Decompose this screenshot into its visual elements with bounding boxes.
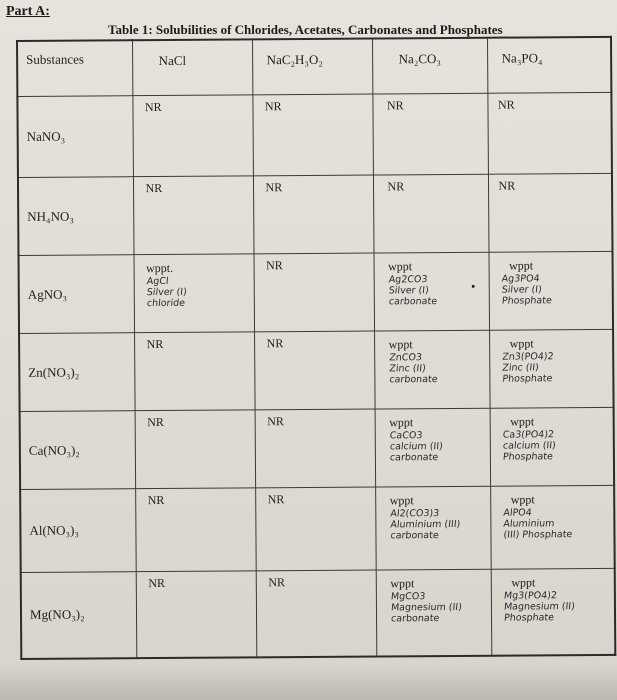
column-header-substances [17,40,132,96]
no-reaction-label: NR [498,178,516,193]
table-row [18,174,613,256]
result-cell [376,569,492,657]
result-cell [255,487,376,570]
no-reaction-label: NR [387,179,405,194]
no-reaction-label: NR [147,493,165,508]
handwritten-note: (III) Phosphate [502,529,573,542]
handwritten-note: Silver (I) [387,285,429,297]
solubility-table-wrapper [16,36,614,660]
no-reaction-label: NR [267,492,285,507]
result-cell [373,253,489,332]
handwritten-note: AgCl [145,276,169,288]
result-cell [135,410,256,489]
header-row [17,37,611,97]
precipitate-label: wppt [388,337,413,352]
handwritten-note: Phosphate [501,451,553,463]
part-heading: Part A: [6,4,50,19]
no-reaction-label: NR [268,574,286,590]
column-header-label: NaCl [158,52,187,69]
table-body [17,92,615,659]
result-cell [490,486,615,569]
handwritten-note: carbonate [387,296,438,308]
result-cell [372,93,488,175]
no-reaction-label: NR [144,99,162,115]
result-cell [373,174,489,253]
handwritten-note: carbonate [390,612,440,625]
column-header-sodium-acetate [252,39,372,95]
handwritten-note: Silver (I) [500,284,542,296]
no-reaction-label: NR [497,97,515,112]
page-edge-shadow [0,664,617,700]
table-row [20,486,615,573]
result-cell [375,409,491,488]
handwritten-note: Magnesium (II) [502,600,575,613]
handwritten-note: carbonate [388,374,438,386]
substance-cell: Mg(NO₃)₂ [21,571,137,659]
precipitate-label: wppt [389,415,414,430]
handwritten-note: Aluminium (III) [389,519,461,531]
handwritten-note: Silver (I) [145,287,187,299]
stray-dot-mark [471,285,474,288]
result-cell [135,488,256,571]
handwritten-note: Ag2CO3 [387,274,428,286]
handwritten-note: Magnesium (II) [389,601,462,614]
table-row [20,408,615,490]
handwritten-note: carbonate [388,452,439,464]
precipitate-label: wppt [388,259,413,274]
handwritten-note: Ca3(PO4)2 [501,429,555,441]
handwritten-note: chloride [145,298,186,310]
handwritten-note: carbonate [389,530,439,542]
result-cell [490,408,615,487]
result-cell [136,571,257,659]
handwritten-note: ZnCO3 [388,352,422,364]
column-header-label: Substances [26,51,84,67]
handwritten-note: Phosphate [503,612,555,624]
handwritten-note: Ag3PO4 [500,273,540,285]
result-cell [253,175,374,254]
result-cell [132,95,253,177]
no-reaction-label: NR [146,337,164,352]
result-cell [252,94,373,176]
handwritten-note: MgCO3 [389,590,426,603]
table-row [19,252,614,334]
handwritten-note: Al2(CO3)3 [389,508,440,520]
column-header-label: Na₃PO₄ [501,50,543,66]
handwritten-note: Phosphate [500,295,552,307]
substance-cell: Al(NO₃)₃ [20,489,136,572]
result-cell [254,331,375,410]
handwritten-note: CaCO3 [388,430,423,442]
precipitate-label: wppt [509,336,534,351]
result-cell [133,176,254,255]
column-header-nacl [132,39,252,95]
result-cell [375,487,491,570]
column-header-label: NaC₂H₃O₂ [266,51,323,68]
precipitate-label: wppt [510,414,535,429]
column-header-sodium-carbonate [372,38,487,94]
column-header-label: Na₂CO₃ [398,51,441,67]
handwritten-note: Aluminium [502,518,555,531]
result-cell [488,252,613,331]
no-reaction-label: NR [148,575,166,590]
solubility-table [16,36,616,660]
handwritten-note: AlPO4 [502,507,532,520]
handwritten-note: Zinc (II) [501,362,539,374]
result-cell [489,330,614,409]
precipitate-label: wppt [389,493,414,508]
handwritten-note: calcium (II) [501,440,556,452]
result-cell [255,409,376,488]
handwritten-note: Zinc (II) [388,363,426,375]
handwritten-note: Phosphate [501,373,553,385]
substance-cell: Ca(NO₃)₂ [20,411,136,490]
result-cell [491,568,616,656]
no-reaction-label: NR [145,181,163,196]
no-reaction-label: NR [386,98,404,113]
result-cell [134,254,255,333]
no-reaction-label: NR [266,336,284,351]
result-cell [487,92,612,174]
precipitate-label: wppt [511,575,536,590]
table-row [19,330,614,412]
result-cell [488,174,613,253]
no-reaction-label: NR [266,258,283,273]
result-cell [374,331,490,410]
substance-cell: Zn(NO₃)₂ [19,333,135,412]
substance-cell: NH₄NO₃ [18,177,134,256]
column-header-sodium-phosphate [487,37,611,93]
precipitate-label: wppt [509,258,534,273]
result-cell [134,332,255,411]
no-reaction-label: NR [264,99,282,114]
substance-cell: NaNO₃ [17,96,133,178]
no-reaction-label: NR [267,414,284,429]
no-reaction-label: NR [265,180,283,195]
no-reaction-label: NR [147,415,164,430]
result-cell [254,253,375,332]
handwritten-note: calcium (II) [388,441,443,453]
result-cell [256,570,377,658]
table-row [17,92,612,177]
handwritten-note: Zn3(PO4)2 [501,351,554,363]
precipitate-label: wppt [510,492,535,507]
precipitate-label: wppt [390,575,415,591]
table-title: Table 1: Solubilities of Chlorides, Acetates, Carbonates and Phosphates [108,22,503,37]
table-row [21,568,616,659]
precipitate-label: wppt. [146,261,174,276]
substance-cell: AgNO₃ [19,255,135,334]
handwritten-note: Mg3(PO4)2 [502,590,557,602]
